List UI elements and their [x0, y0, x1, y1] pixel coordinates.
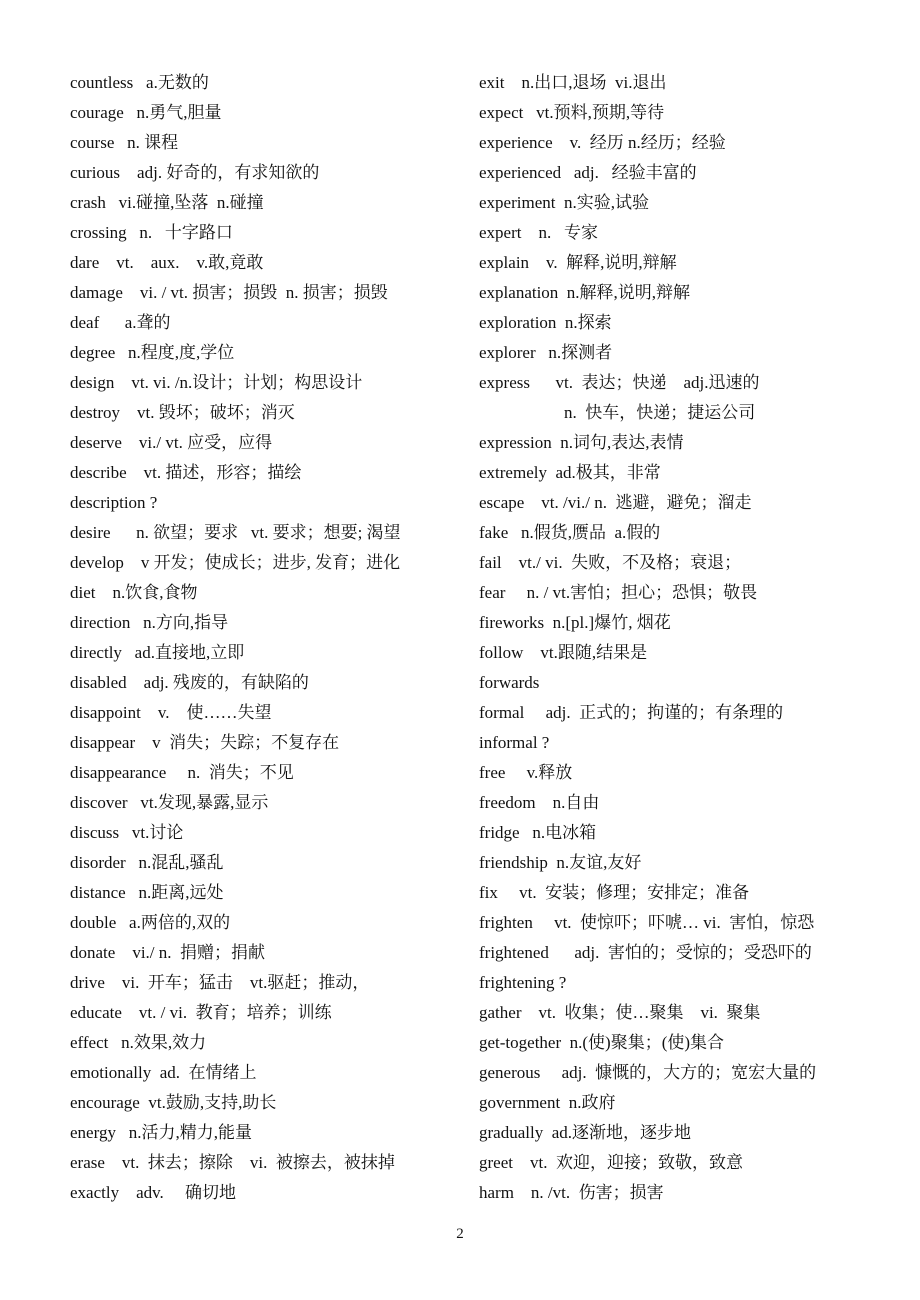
vocab-entry: frightening ? [479, 973, 567, 992]
vocab-entry: follow vt.跟随,结果是 [479, 643, 648, 662]
vocab-entry: degree n.程度,度,学位 [70, 343, 235, 362]
vocab-entry: disabled adj. 残废的，有缺陷的 [70, 673, 309, 692]
vocab-entry: fridge n.电冰箱 [479, 823, 597, 842]
vocab-entry: fake n.假货,赝品 a.假的 [479, 523, 661, 542]
vocab-entry: fireworks n.[pl.]爆竹, 烟花 [479, 613, 671, 632]
vocab-entry: develop v 开发；使成长；进步, 发育；进化 [70, 553, 401, 572]
vocab-entry: erase vt. 抹去；擦除 vi. 被擦去，被抹掉 [70, 1153, 395, 1172]
vocab-entry: express vt. 表达；快递 adj.迅速的 [479, 373, 760, 392]
vocab-entry: deaf a.聋的 [70, 313, 171, 332]
vocab-entry: discuss vt.讨论 [70, 823, 184, 842]
vocab-entry: n. 快车，快递；捷运公司 [479, 403, 756, 422]
vocab-entry: explanation n.解释,说明,辩解 [479, 283, 691, 302]
vocab-entry: extremely ad.极其，非常 [479, 463, 661, 482]
vocab-entry: exactly adv. 确切地 [70, 1183, 237, 1202]
vocab-entry: encourage vt.鼓励,支持,助长 [70, 1093, 277, 1112]
vocab-entry: friendship n.友谊,友好 [479, 853, 642, 872]
vocab-entry: fear n. / vt.害怕；担心；恐惧；敬畏 [479, 583, 758, 602]
vocab-entry: describe vt. 描述，形容；描绘 [70, 463, 302, 482]
vocab-entry: dare vt. aux. v.敢,竟敢 [70, 253, 264, 272]
vocab-entry: discover vt.发现,暴露,显示 [70, 793, 269, 812]
vocab-entry: get-together n.(使)聚集；(使)集合 [479, 1033, 725, 1052]
vocab-entry: courage n.勇气,胆量 [70, 103, 222, 122]
left-column [70, 68, 470, 1208]
vocab-entry: generous adj. 慷慨的，大方的；宽宏大量的 [479, 1063, 817, 1082]
vocab-entry: fix vt. 安装；修理；安排定；准备 [479, 883, 750, 902]
vocab-entry: double a.两倍的,双的 [70, 913, 231, 932]
vocab-entry: harm n. /vt. 伤害；损害 [479, 1183, 664, 1202]
vocab-entry: fail vt./ vi. 失败，不及格；衰退； [479, 553, 742, 572]
vocab-entry: expect vt.预料,预期,等待 [479, 103, 665, 122]
vocab-entry: distance n.距离,远处 [70, 883, 224, 902]
page-number: 2 [456, 1226, 464, 1242]
vocab-entry: experienced adj. 经验丰富的 [479, 163, 697, 182]
vocab-entry: curious adj. 好奇的，有求知欲的 [70, 163, 320, 182]
right-column [479, 68, 899, 1208]
vocab-entry: destroy vt. 毁坏；破坏；消灭 [70, 403, 295, 422]
vocab-entry: emotionally ad. 在情绪上 [70, 1063, 257, 1082]
vocab-entry: disorder n.混乱,骚乱 [70, 853, 224, 872]
vocab-entry: drive vi. 开车；猛击 vt.驱赶；推动， [70, 973, 370, 992]
vocab-entry: course n. 课程 [70, 133, 179, 152]
vocab-entry: government n.政府 [479, 1093, 616, 1112]
vocab-entry: informal ? [479, 733, 550, 752]
vocab-entry: explorer n.探测者 [479, 343, 613, 362]
vocab-entry: exploration n.探索 [479, 313, 612, 332]
vocab-entry: effect n.效果,效力 [70, 1033, 207, 1052]
vocab-entry: design vt. vi. /n.设计；计划；构思设计 [70, 373, 363, 392]
vocab-entry: disappoint v. 使……失望 [70, 703, 272, 722]
vocab-entry: experience v. 经历 n.经历；经验 [479, 133, 726, 152]
vocab-entry: forwards [479, 673, 540, 692]
vocab-entry: deserve vi./ vt. 应受，应得 [70, 433, 273, 452]
vocab-entry: gradually ad.逐渐地，逐步地 [479, 1123, 691, 1142]
vocab-entry: crash vi.碰撞,坠落 n.碰撞 [70, 193, 264, 212]
vocab-entry: educate vt. / vi. 教育；培养；训练 [70, 1003, 332, 1022]
vocab-entry: exit n.出口,退场 vi.退出 [479, 73, 667, 92]
vocab-entry: frighten vt. 使惊吓；吓唬… vi. 害怕，惊恐 [479, 913, 815, 932]
vocab-entry: gather vt. 收集；使…聚集 vi. 聚集 [479, 1003, 761, 1022]
vocab-entry: diet n.饮食,食物 [70, 583, 198, 602]
vocab-entry: formal adj. 正式的；拘谨的；有条理的 [479, 703, 784, 722]
vocab-entry: frightened adj. 害怕的；受惊的；受恐吓的 [479, 943, 812, 962]
vocab-entry: expression n.词句,表达,表情 [479, 433, 684, 452]
vocab-entry: crossing n. 十字路口 [70, 223, 233, 242]
vocab-entry: freedom n.自由 [479, 793, 600, 812]
vocab-entry: experiment n.实验,试验 [479, 193, 649, 212]
vocab-entry: directly ad.直接地,立即 [70, 643, 245, 662]
vocab-entry: damage vi. / vt. 损害；损毁 n. 损害；损毁 [70, 283, 388, 302]
vocab-entry: greet vt. 欢迎，迎接；致敬，致意 [479, 1153, 743, 1172]
vocab-entry: disappearance n. 消失；不见 [70, 763, 294, 782]
vocab-entry: disappear v 消失；失踪；不复存在 [70, 733, 340, 752]
vocab-entry: free v.释放 [479, 763, 573, 782]
vocab-entry: countless a.无数的 [70, 73, 209, 92]
vocab-entry: desire n. 欲望；要求 vt. 要求；想要; 渴望 [70, 523, 401, 542]
vocab-entry: donate vi./ n. 捐赠；捐献 [70, 943, 266, 962]
vocab-entry: direction n.方向,指导 [70, 613, 229, 632]
vocab-entry: energy n.活力,精力,能量 [70, 1123, 252, 1142]
vocab-entry: escape vt. /vi./ n. 逃避，避免；溜走 [479, 493, 752, 512]
vocab-entry: description ? [70, 493, 158, 512]
vocab-entry: explain v. 解释,说明,辩解 [479, 253, 677, 272]
vocab-entry: expert n. 专家 [479, 223, 598, 242]
